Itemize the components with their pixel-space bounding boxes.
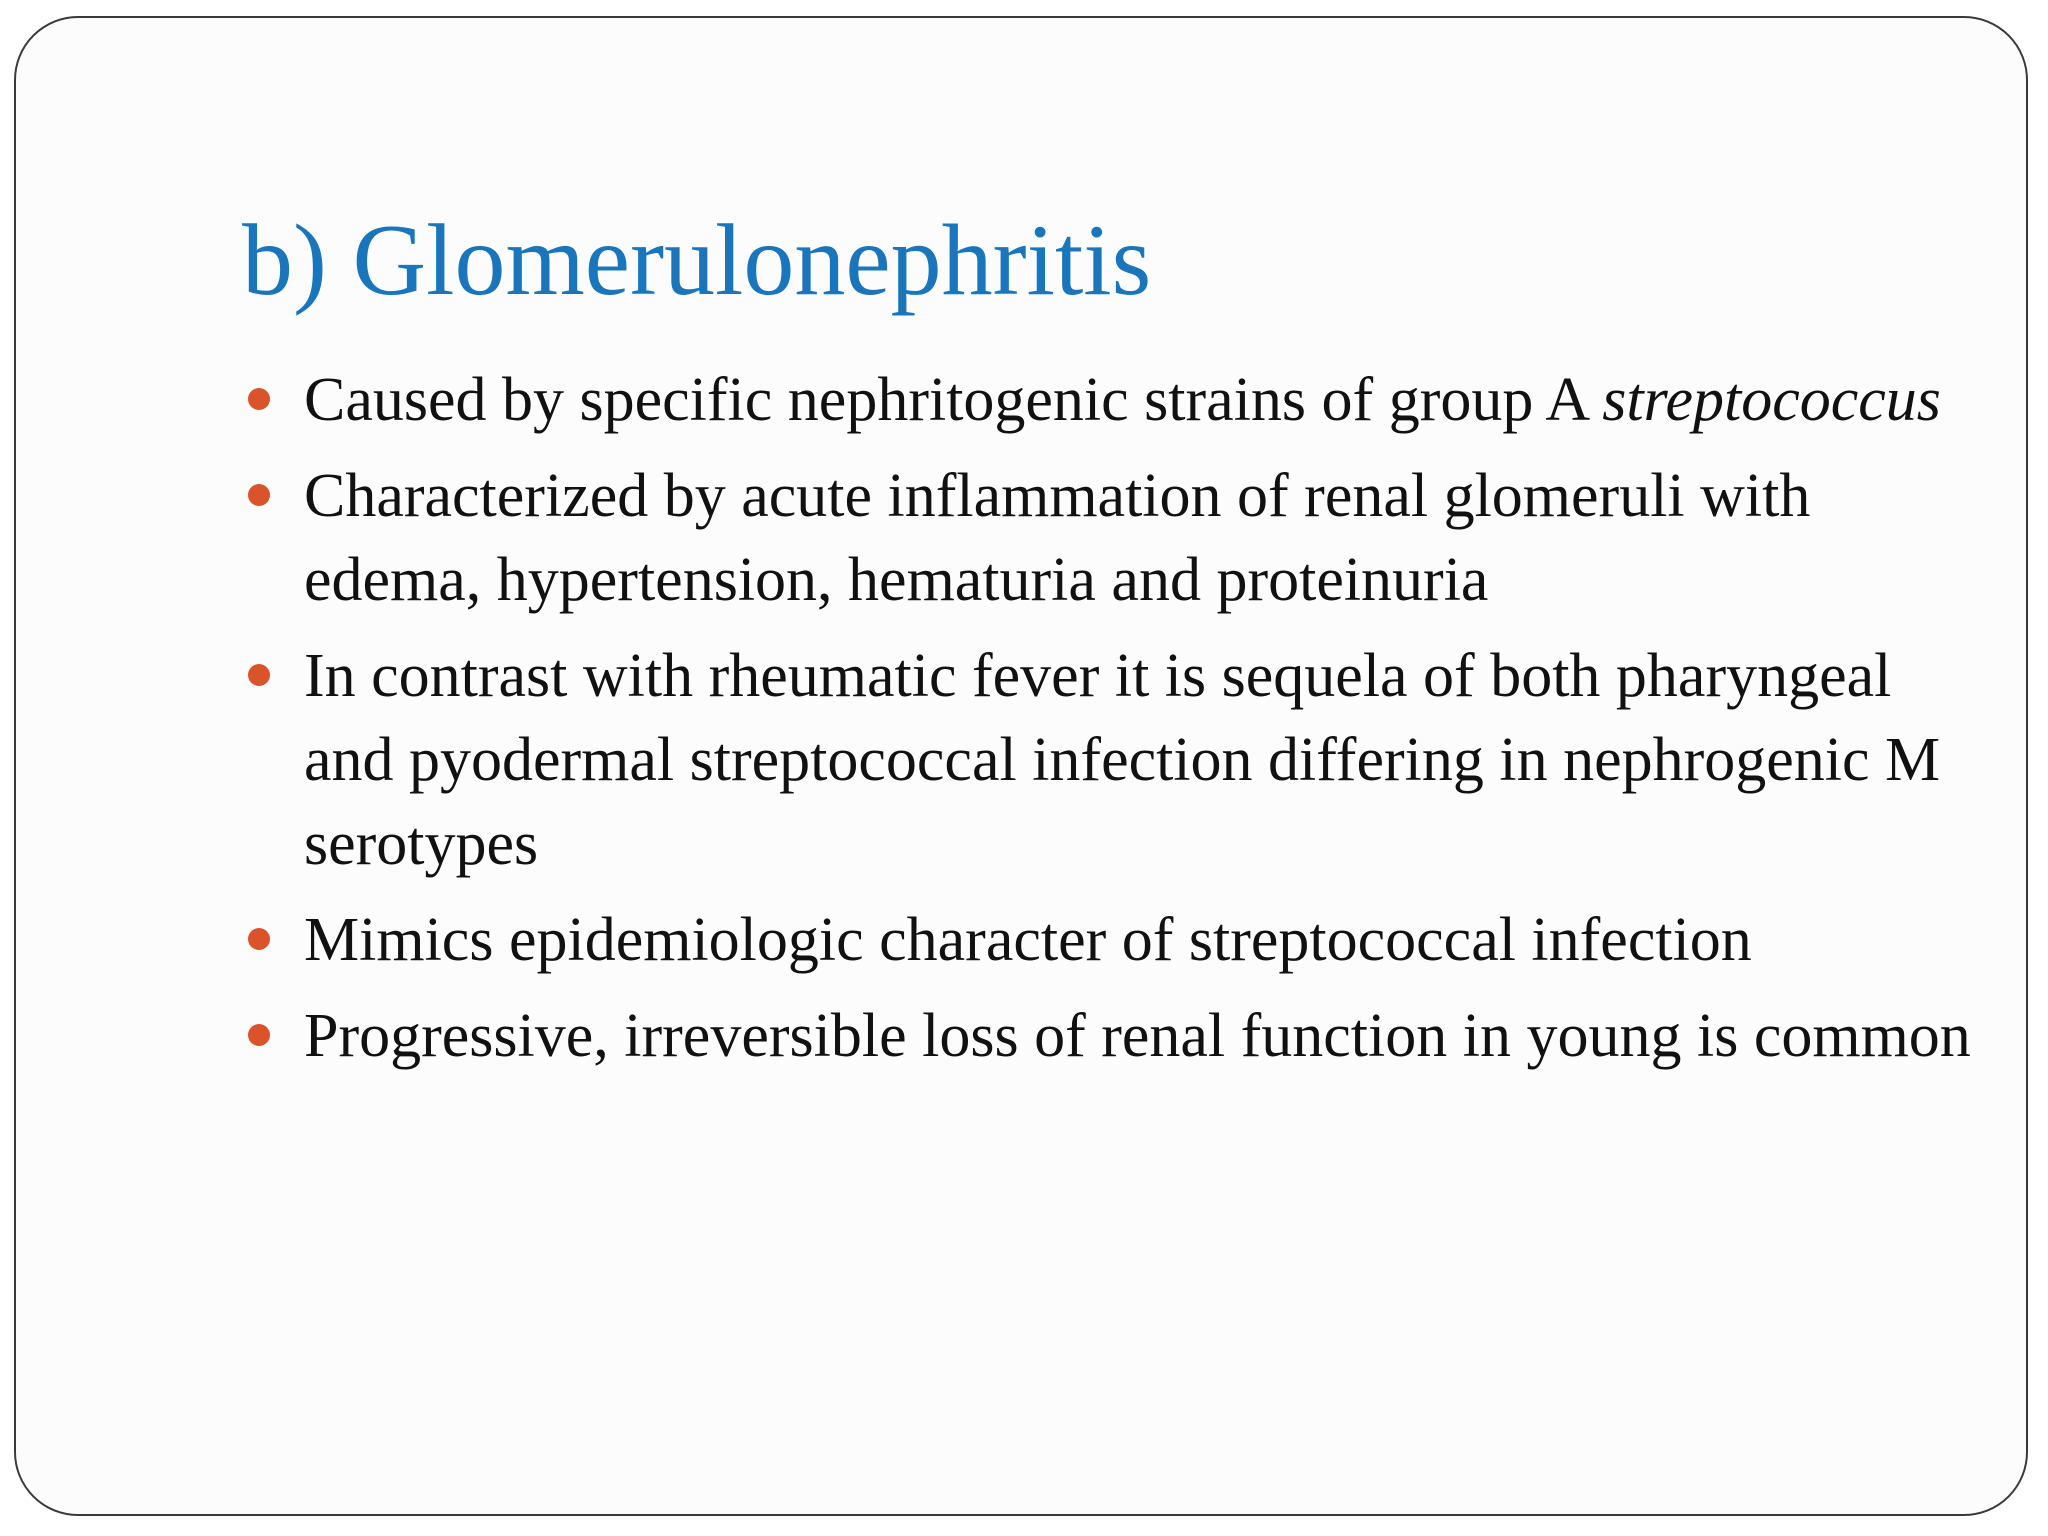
bullet-text: Progressive, irreversible loss of renal function in young is common xyxy=(304,1002,1971,1070)
bullet-dot-icon xyxy=(248,664,270,686)
bullet-dot-icon xyxy=(248,484,270,506)
bullet-italic-text: streptococcus xyxy=(1602,366,1941,434)
bullet-text: Characterized by acute inflammation of renal glomeruli with edema, hypertension, hematuria and proteinuria xyxy=(304,462,1811,614)
bullet-dot-icon xyxy=(248,928,270,950)
slide-frame xyxy=(14,16,2028,1516)
bullet-item xyxy=(242,994,1982,1078)
bullet-item xyxy=(242,454,1982,622)
bullet-dot-icon xyxy=(248,388,270,410)
bullet-text: Mimics epidemiologic character of streptococcal infection xyxy=(304,906,1752,974)
bullet-list xyxy=(242,358,1982,1090)
bullet-text: Caused by specific nephritogenic strains of group A xyxy=(304,366,1603,434)
slide-title: b) Glomerulonephritis xyxy=(242,204,1152,317)
bullet-item xyxy=(242,358,1982,442)
bullet-text: In contrast with rheumatic fever it is sequela of both pharyngeal and pyodermal streptococcal infection differing in nephrogenic M serotypes xyxy=(304,642,1941,878)
bullet-dot-icon xyxy=(248,1024,270,1046)
bullet-item xyxy=(242,898,1982,982)
bullet-item xyxy=(242,634,1982,886)
